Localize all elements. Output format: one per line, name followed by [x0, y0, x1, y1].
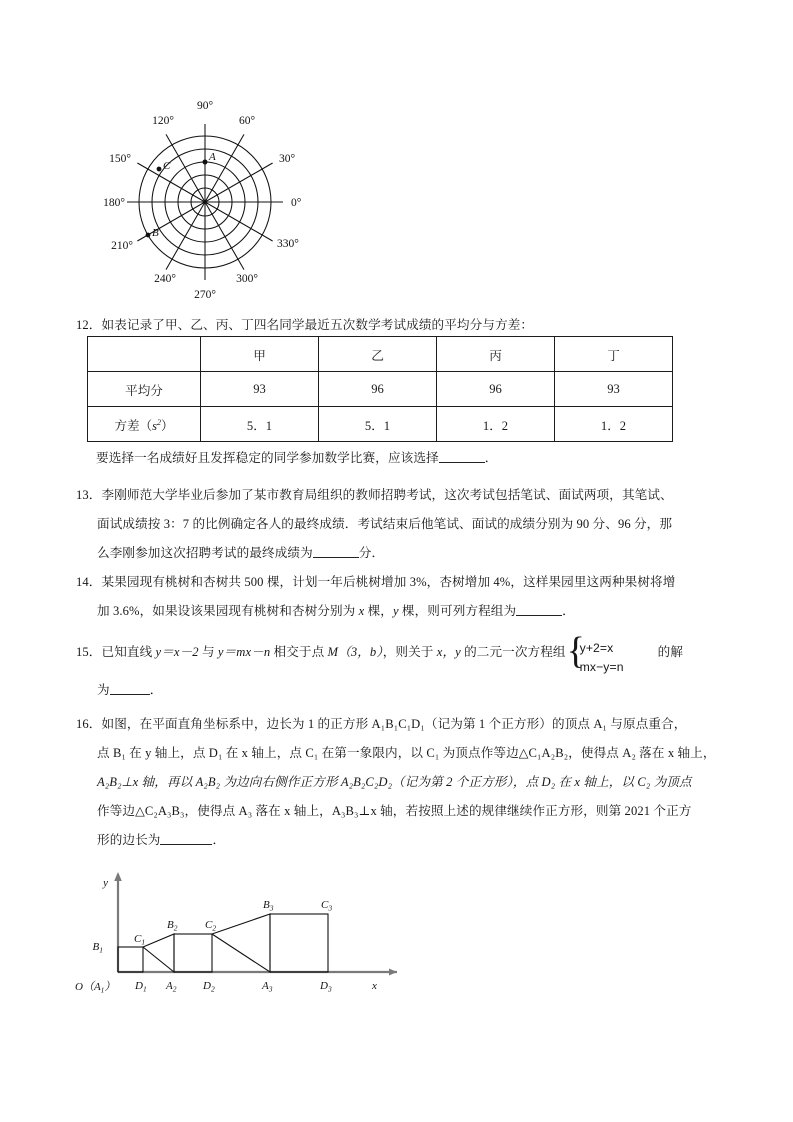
q12-number: 12．	[76, 318, 102, 332]
q16-answer-blank[interactable]	[160, 832, 212, 845]
square-2	[174, 934, 212, 972]
table-cell-corner	[88, 337, 201, 372]
question-13	[76, 481, 673, 568]
q15-line1-d: ，则关于	[382, 645, 437, 659]
q13-number: 13．	[76, 488, 102, 502]
q16-line5-before: 形的边长为	[97, 833, 161, 847]
table-header-jia: 甲	[201, 337, 319, 372]
q12-answer-blank[interactable]	[439, 450, 485, 463]
question-16	[76, 710, 716, 855]
q14-answer-blank[interactable]	[516, 603, 562, 616]
table-cell-var-jia: 5．1	[201, 407, 319, 442]
label-B3: $B_3$	[263, 899, 274, 913]
left-brace-icon: {	[566, 630, 585, 673]
q15-line1-b: 与	[198, 645, 218, 659]
table-cell-mean-yi: 96	[319, 372, 437, 407]
q16-line5-after: ．	[212, 833, 226, 847]
q15-equation-bottom: mx−y=n	[579, 660, 624, 675]
q14-line2-b: 棵，	[364, 604, 393, 618]
q16-line4: 作等边△C₂A₃B₃，使得点 A₃ 落在 x 轴上，A₃B₃⊥x 轴，若按照上述的规律继续作正方形，则第 2021 个正方	[97, 804, 692, 818]
table-cell-var-bing: 1．2	[437, 407, 555, 442]
polar-point-label-B: B	[152, 227, 159, 239]
q13-line1: 李刚师范大学毕业后参加了某市教育局组织的教师招聘考试，这次考试包括笔试、面试两项，其笔试、	[101, 488, 673, 502]
table-header-ding: 丁	[555, 337, 673, 372]
polar-point-B	[146, 233, 151, 238]
q15-line2-before: 为	[97, 683, 110, 697]
q12-followup-text: 要选择一名成绩好且发挥稳定的同学参加数学比赛，应该选择	[96, 451, 439, 465]
table-rowlabel-variance	[88, 407, 201, 442]
q13-line3-before: 么李刚参加这次招聘考试的最终成绩为	[97, 546, 313, 560]
table-row	[88, 407, 673, 442]
table-row-header	[88, 337, 673, 372]
polar-angle-60: 60°	[238, 115, 256, 127]
table-cell-var-yi: 5．1	[319, 407, 437, 442]
q15-line2-after: ．	[149, 683, 163, 697]
table-cell-mean-ding: 93	[555, 372, 673, 407]
table-cell-var-ding: 1．2	[555, 407, 673, 442]
table-row	[88, 372, 673, 407]
q15-eq2: y＝mx－n	[217, 645, 271, 659]
polar-angle-210: 210°	[111, 240, 133, 252]
q16-line3: A₂B₂⊥x 轴，再以 A₂B₂ 为边向右侧作正方形 A₂B₂C₂D₂（记为第 2 个正方形），点 D₂ 在 x 轴上，以 C₂ 为顶点	[97, 775, 692, 789]
q14-line2-after: ．	[562, 604, 575, 618]
q14-var-y: y	[392, 604, 399, 618]
q16-line1: 如图，在平面直角坐标系中，边长为 1 的正方形 A₁B₁C₁D₁（记为第 1 个正方形）的顶点 A₁ 与原点重合，	[101, 717, 687, 731]
polar-angle-270: 270°	[194, 289, 216, 301]
square-1	[118, 947, 143, 972]
variance-label-tail: ）	[161, 418, 174, 433]
q15-equation-system	[566, 630, 657, 675]
label-D2: $D_2$	[203, 980, 215, 994]
polar-point-C	[157, 167, 162, 172]
squares-coordinate-figure	[72, 862, 412, 997]
table-rowlabel-mean: 平均分	[88, 372, 201, 407]
label-origin: $O(A_1)$	[75, 981, 116, 995]
polar-angle-180: 180°	[103, 197, 125, 209]
label-A2: $A_2$	[166, 980, 177, 994]
polar-angle-90: 90°	[196, 100, 214, 112]
figure-labels	[75, 877, 377, 995]
q13-answer-blank[interactable]	[313, 545, 359, 558]
q13-line2: 面试成绩按 3：7 的比例确定各人的最终成绩．考试结束后他笔试、面试的成绩分别为 90 分、96 分，那	[97, 517, 673, 531]
q15-line1-f: 的解	[657, 645, 684, 659]
q15-number: 15．	[76, 645, 102, 659]
table-cell-mean-bing: 96	[437, 372, 555, 407]
score-table	[87, 336, 673, 442]
table-header-yi: 乙	[319, 337, 437, 372]
question-15	[76, 630, 684, 705]
q14-var-x: x	[358, 604, 365, 618]
q15-vars-xy: x，y	[436, 645, 461, 659]
q15-eq1: y＝x－2	[155, 645, 199, 659]
q13-line3-after: 分．	[358, 546, 385, 560]
q15-point-m: M（3，b）	[327, 645, 383, 659]
question-12-followup	[96, 444, 497, 473]
square-3	[270, 914, 328, 972]
label-C1: $C_1$	[134, 933, 146, 947]
q14-line1: 某果园现有桃树和杏树共 500 棵，计划一年后桃树增加 3%，杏树增加 4%，这样果园里这两种果树将增	[101, 575, 676, 589]
x-axis-arrow-icon	[389, 969, 397, 976]
q12-stem-text: 如表记录了甲、乙、丙、丁四名同学最近五次数学考试成绩的平均分与方差：	[101, 318, 534, 332]
q12-followup-period: ．	[484, 451, 498, 465]
polar-angle-330: 330°	[277, 238, 299, 250]
question-14	[76, 568, 675, 626]
variance-symbol: $s^2$	[152, 417, 162, 433]
q15-line1-a: 已知直线	[101, 645, 156, 659]
table-cell-mean-jia: 93	[201, 372, 319, 407]
label-y-axis: y	[103, 877, 108, 889]
q14-line2-c: 棵，则可列方程组为	[398, 604, 517, 618]
figure-shapes	[118, 914, 328, 972]
q15-equation-top: y+2=x	[579, 641, 614, 656]
table-header-bing: 丙	[437, 337, 555, 372]
label-B1: $B_1$	[92, 941, 103, 955]
q16-line2: 点 B₁ 在 y 轴上，点 D₁ 在 x 轴上，点 C₁ 在第一象限内，以 C₁ 为顶点作等边△C₁A₂B₂，使得点 A₂ 落在 x 轴上，	[97, 746, 716, 760]
y-axis-arrow-icon	[114, 872, 122, 881]
q14-line2-a: 加 3.6%，如果设该果园现有桃树和杏树分别为	[97, 604, 359, 618]
polar-angle-0: 0°	[291, 197, 302, 209]
triangle-2	[212, 914, 270, 972]
label-C3: $C_3$	[321, 899, 333, 913]
polar-angle-240: 240°	[154, 273, 176, 285]
label-C2: $C_2$	[205, 919, 217, 933]
variance-label-text: 方差（	[114, 418, 153, 433]
q15-answer-blank[interactable]	[110, 682, 150, 695]
polar-figure-svg	[95, 92, 350, 307]
label-B2: $B_2$	[167, 919, 178, 933]
q15-line1-c: 相交于点	[270, 645, 328, 659]
polar-spokes	[127, 124, 283, 280]
label-A3: $A_3$	[262, 980, 273, 994]
polar-point-label-A: A	[209, 151, 216, 163]
polar-point-label-C: C	[163, 160, 171, 172]
polar-coordinate-figure	[95, 92, 350, 307]
label-x-axis: x	[372, 980, 377, 992]
squares-figure-svg	[72, 862, 412, 997]
axes	[118, 874, 397, 972]
polar-angle-120: 120°	[152, 115, 174, 127]
label-D1: $D_1$	[135, 980, 147, 994]
q14-number: 14．	[76, 575, 102, 589]
q15-line1-e: 的二元一次方程组	[460, 645, 566, 659]
label-D3: $D_3$	[320, 980, 332, 994]
polar-angle-300: 300°	[236, 273, 258, 285]
triangle-1	[143, 934, 174, 972]
q16-number: 16．	[76, 717, 102, 731]
polar-angle-150: 150°	[109, 153, 131, 165]
polar-angle-30: 30°	[279, 153, 296, 165]
